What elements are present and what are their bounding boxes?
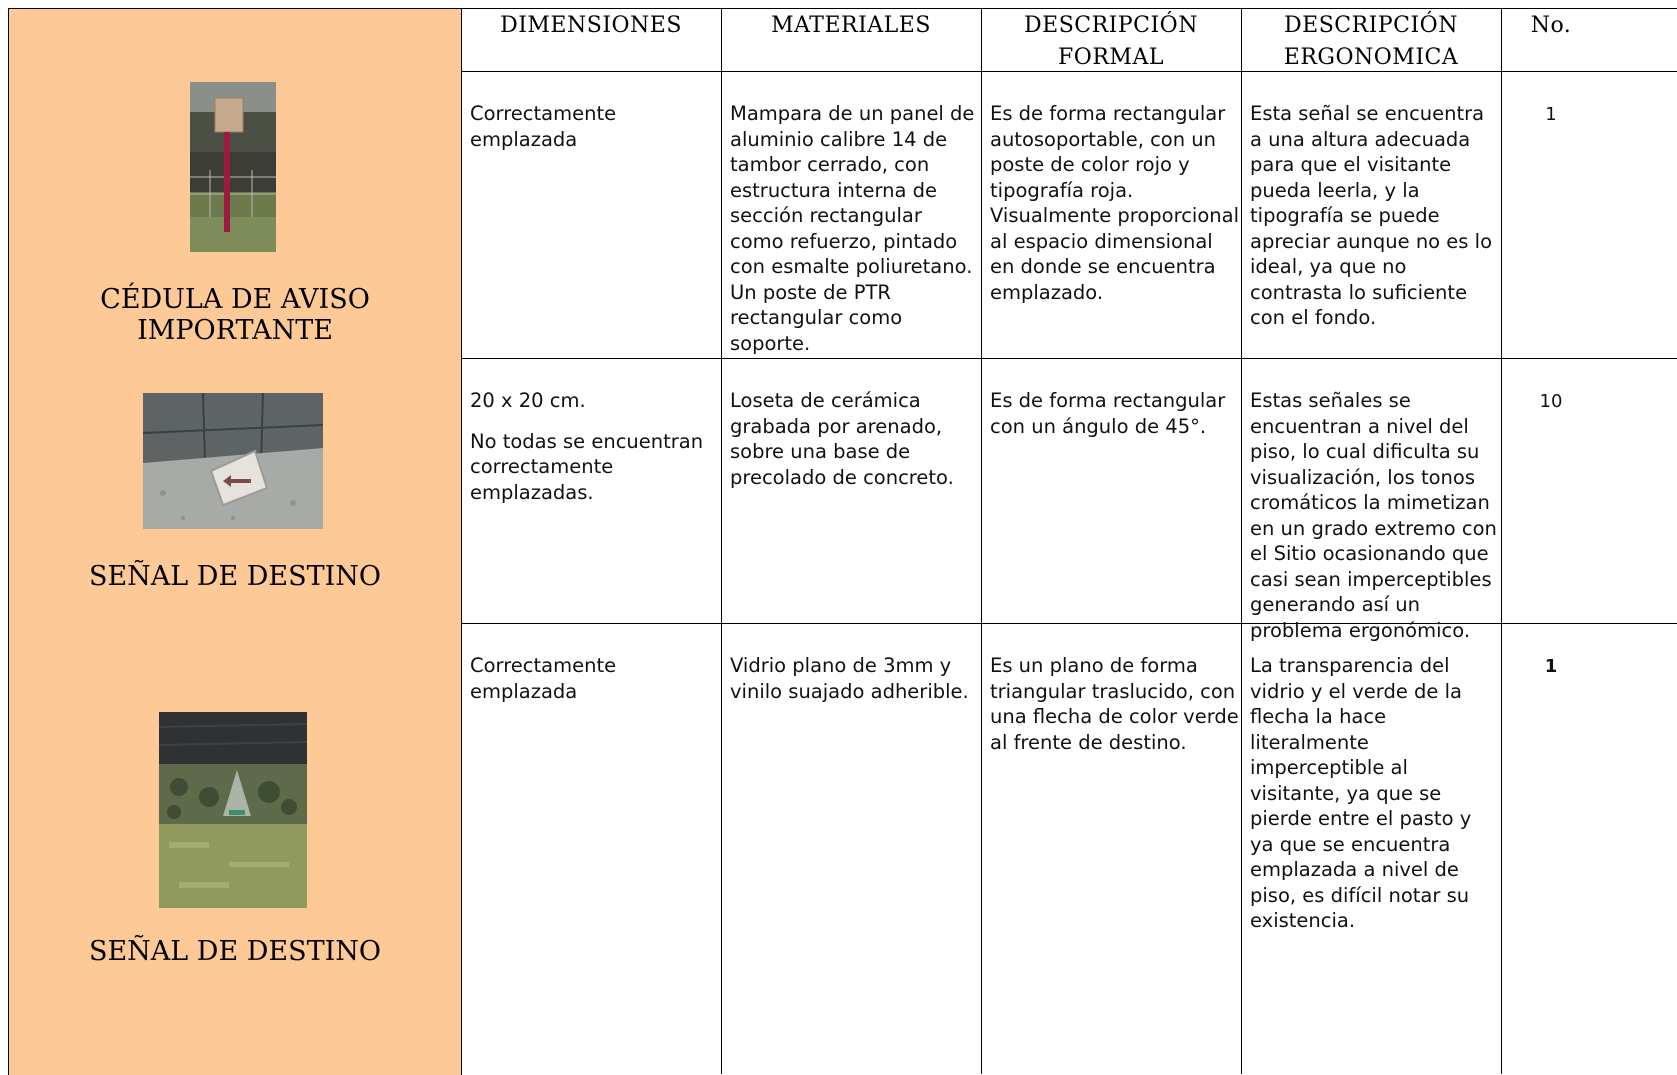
header-label: No. <box>1530 13 1572 38</box>
header-label: DESCRIPCIÓN <box>1284 13 1458 38</box>
cell-dimensiones <box>470 653 714 704</box>
cell-materiales: Mampara de un panel de aluminio calibre 14 de tambor cerrado, con estructura interna de sección rectangular como refuerzo, pintado con esmalte poliuretano. Un poste de PTR rectangular como soporte. <box>730 102 975 355</box>
cell-descripcion-ergonomica: La transparencia del vidrio y el verde de la flecha la hace literalmente imperceptible al visitante, ya que se pierde entre el pasto y ya que se encuentra emplazada a nivel de piso, es difícil notar su existencia. <box>1250 654 1472 932</box>
floor-tile-arrow-photo <box>143 393 323 529</box>
col-border <box>981 8 982 1074</box>
header-descripcion-ergonomica <box>1241 10 1501 74</box>
cell-no: 10 <box>1539 391 1563 412</box>
cell-dimensiones <box>470 101 714 152</box>
header-label: ERGONOMICA <box>1283 45 1459 70</box>
cell-no: 1 <box>1544 656 1558 677</box>
cell-no: 1 <box>1545 104 1557 125</box>
header-no <box>1501 10 1601 42</box>
col-border <box>1241 8 1242 1074</box>
header-materiales <box>721 10 981 42</box>
glass-triangle-photo <box>159 712 307 908</box>
sign-title: CÉDULA DE AVISO IMPORTANTE <box>100 284 370 346</box>
cell-descripcion-formal: Es un plano de forma triangular traslucido, con una flecha de color verde al frente de destino. <box>990 654 1239 754</box>
sign-post-photo <box>190 82 276 252</box>
dimension-text: 20 x 20 cm. <box>470 389 586 412</box>
sign-images-column <box>8 8 462 1075</box>
cell-materiales: Vidrio plano de 3mm y vinilo suajado adherible. <box>730 654 969 703</box>
header-label: DESCRIPCIÓN <box>1024 13 1198 38</box>
col-border <box>1501 8 1502 1074</box>
col-border <box>461 8 462 1074</box>
cell-descripcion-ergonomica: Estas señales se encuentran a nivel del piso, lo cual dificulta su visualización, los tonos cromáticos la mimetizan en un grado extremo con el Sitio ocasionando que casi sean imperceptibles generando así un problema ergonómico. <box>1250 389 1497 642</box>
cell-dimensiones <box>470 388 714 505</box>
col-border <box>721 8 722 1074</box>
row-border <box>461 358 1677 359</box>
header-label: DIMENSIONES <box>500 13 682 38</box>
sign-title: SEÑAL DE DESTINO <box>88 561 382 592</box>
dimension-text: Correctamente emplazada <box>470 102 617 151</box>
cell-descripcion-ergonomica: Esta señal se encuentra a una altura adecuada para que el visitante pueda leerla, y la tipografía se puede apreciar aunque no es lo ideal, ya que no contrasta lo suficiente con el fondo. <box>1250 102 1493 329</box>
sign-title: SEÑAL DE DESTINO <box>88 936 382 967</box>
header-dimensiones <box>461 10 721 42</box>
evaluation-table <box>461 8 1677 1074</box>
row-border <box>461 8 1677 9</box>
dimension-text: No todas se encuentran correctamente emplazadas. <box>470 429 704 504</box>
cell-descripcion-formal: Es de forma rectangular con un ángulo de 45°. <box>990 389 1226 438</box>
dimension-text: Correctamente emplazada <box>470 654 617 703</box>
cell-descripcion-formal: Es de forma rectangular autosoportable, con un poste de color rojo y tipografía roja. Visualmente proporcional al espacio dimensional en donde se encuentra emplazado. <box>990 102 1239 304</box>
cell-materiales: Loseta de cerámica grabada por arenado, sobre una base de precolado de concreto. <box>730 389 954 489</box>
header-descripcion-formal <box>981 10 1241 74</box>
header-label: FORMAL <box>1058 45 1164 70</box>
header-label: MATERIALES <box>771 13 931 38</box>
